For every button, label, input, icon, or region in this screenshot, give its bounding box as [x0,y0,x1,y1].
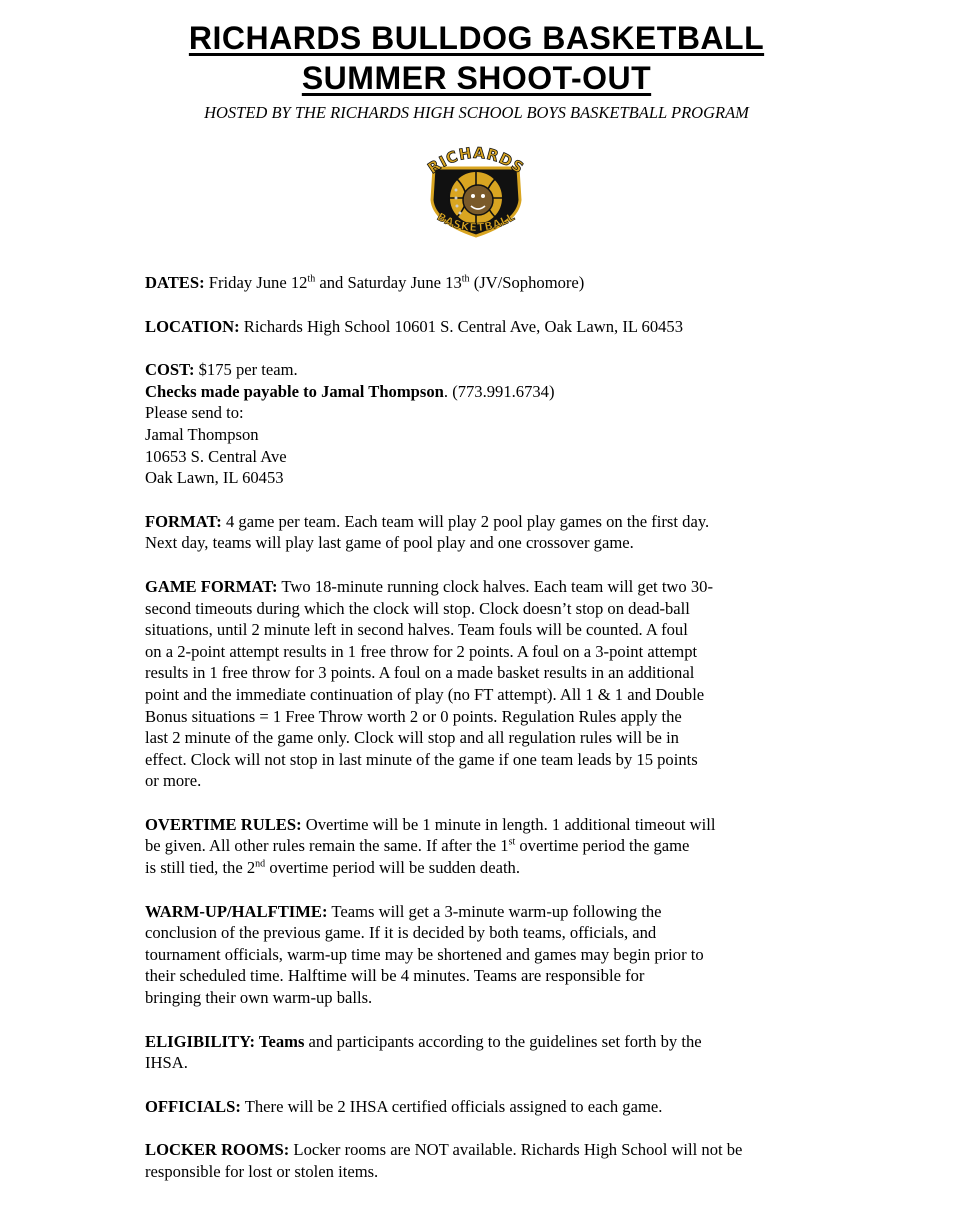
warmup-line: tournament officials, warm-up time may be shortened and games may begin prior to [145,944,704,964]
game-format-line: situations, until 2 minute left in second halves. Team fouls will be counted. A foul [145,620,688,640]
game-format-line: or more. [145,771,202,791]
dates-text-1: Friday June 12 [204,273,308,292]
dates-section [145,272,825,294]
eligibility-line-1: and participants according to the guidelines set forth by the [304,1031,702,1051]
send-to-name: Jamal Thompson [145,424,259,444]
format-line-2: Next day, teams will play last game of pool play and one crossover game. [145,533,634,553]
game-format-section [145,576,825,792]
location-label: LOCATION: [145,316,240,336]
send-to-street: 10653 S. Central Ave [145,446,287,466]
format-line-1: 4 game per team. Each team will play 2 pool play games on the first day. [221,511,710,531]
warmup-line: conclusion of the previous game. If it is decided by both teams, officials, and [145,923,657,943]
dates-text-2: and Saturday June 13 [315,273,462,292]
locker-line-1: Locker rooms are NOT available. Richards High School will not be [289,1140,743,1160]
game-format-line: Bonus situations = 1 Free Throw worth 2 or 0 points. Regulation Rules apply the [145,706,682,726]
locker-label: LOCKER ROOMS: [145,1140,290,1160]
game-format-line: point and the immediate continuation of play (no FT attempt). All 1 & 1 and Double [145,684,705,704]
game-format-label: GAME FORMAT: [145,576,278,596]
logo-bulldog-face [463,185,493,215]
warmup-section [145,901,825,1009]
send-to-label: Please send to: [145,403,244,423]
overtime-line-2-end: overtime period the game [515,836,690,856]
officials-section [145,1096,825,1118]
cost-label: COST: [145,360,195,380]
logo-top-text: RICHARDS [424,143,528,178]
overtime-line-2: be given. All other rules remain the same. If after the 1 [145,836,509,856]
cost-section [145,359,825,489]
game-format-line: last 2 minute of the game only. Clock will stop and all regulation rules will be in [145,728,679,748]
dates-text-3: (JV/Sophomore) [469,273,585,292]
document-body [145,272,825,1205]
warmup-label: WARM-UP/HALFTIME: [145,901,328,921]
overtime-label: OVERTIME RULES: [145,814,302,834]
officials-label: OFFICIALS: [145,1096,241,1116]
cost-text: $175 per team. [194,360,298,380]
location-section [145,316,825,338]
format-section [145,511,825,554]
richards-basketball-logo [420,138,532,244]
game-format-line: results in 1 free throw for 3 points. A foul on a made basket results in an additional [145,663,695,683]
eligibility-line-2: IHSA. [145,1053,188,1073]
eligibility-section [145,1031,825,1074]
location-text: Richards High School 10601 S. Central Ave, Oak Lawn, IL 60453 [239,316,684,336]
locker-line-2: responsible for lost or stolen items. [145,1162,379,1181]
dates-sup-2: th [461,273,470,285]
page-title-line-1: RICHARDS BULLDOG BASKETBALL [188,20,765,56]
dates-label: DATES: [145,273,205,292]
format-label: FORMAT: [145,511,222,531]
game-format-line: second timeouts during which the clock will stop. Clock doesn’t stop on dead-ball [145,598,690,618]
logo-bottom-text: BASKETBALL [434,210,518,235]
game-format-line: Two 18-minute running clock halves. Each team will get two 30- [277,576,713,596]
warmup-line: their scheduled time. Halftime will be 4 minutes. Teams are responsible for [145,966,645,986]
eligibility-label: ELIGIBILITY: Teams [145,1031,305,1051]
overtime-line-3-end: overtime period will be sudden death. [265,858,521,878]
warmup-line: bringing their own warm-up balls. [145,988,373,1008]
overtime-line-1: Overtime will be 1 minute in length. 1 additional timeout will [301,814,716,834]
overtime-sup-1: st [508,836,516,848]
overtime-sup-2: nd [255,858,266,870]
checks-payable: Checks made payable to Jamal Thompson [145,381,444,401]
overtime-section [145,814,825,879]
dates-sup-1: th [307,273,316,285]
game-format-line: effect. Clock will not stop in last minute of the game if one team leads by 15 points [145,749,698,769]
page-subtitle: HOSTED BY THE RICHARDS HIGH SCHOOL BOYS BASKETBALL PROGRAM [204,103,749,122]
game-format-line: on a 2-point attempt results in 1 free throw for 2 points. A foul on a 3-point attempt [145,641,698,661]
locker-section [145,1139,825,1182]
send-to-city: Oak Lawn, IL 60453 [145,468,284,488]
officials-text: There will be 2 IHSA certified officials assigned to each game. [240,1096,663,1116]
page-title-line-2: SUMMER SHOOT-OUT [301,60,652,96]
checks-phone: . (773.991.6734) [443,381,555,401]
warmup-line: Teams will get a 3-minute warm-up following the [327,901,662,921]
overtime-line-3: is still tied, the 2 [145,858,256,878]
